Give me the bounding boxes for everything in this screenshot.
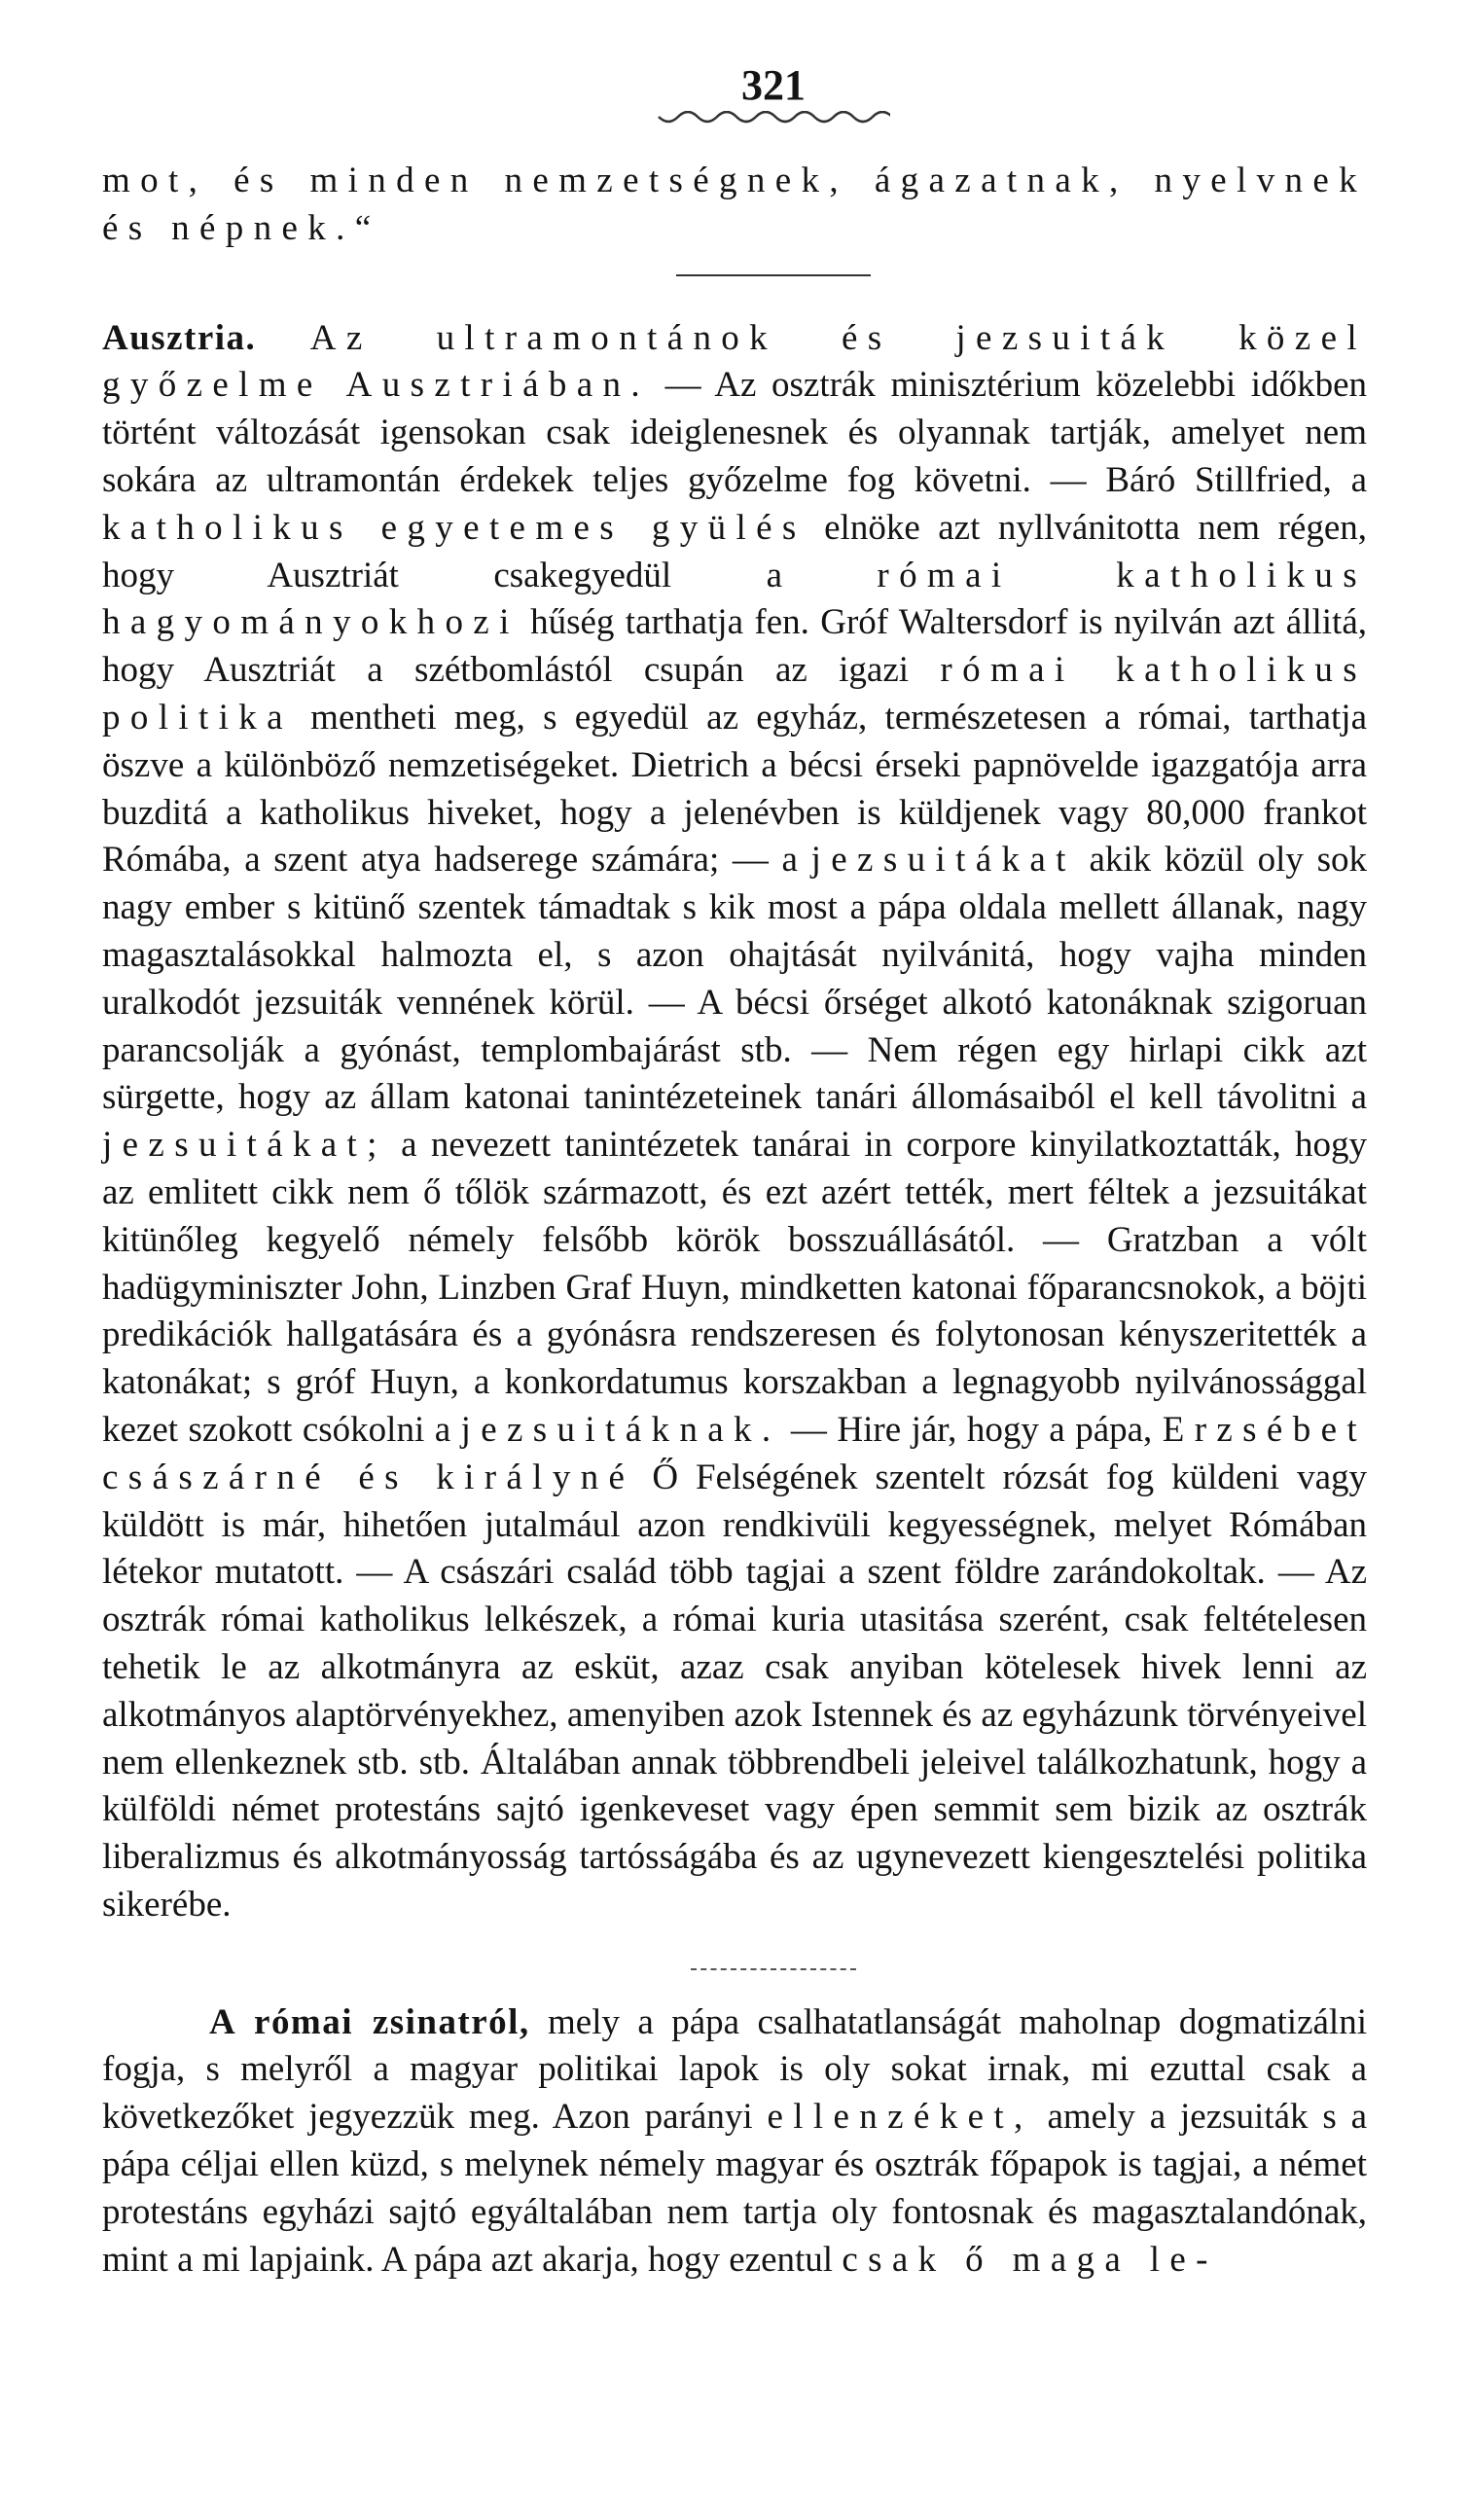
austria-text-7: — Hire jár, hogy a pápa,: [780, 1409, 1163, 1450]
zsinat-spaced-2: csak ő maga le-: [842, 2239, 1218, 2280]
austria-text-8: Ő Felségének szentelt rózsát fog küldeni vagy küldött is már, hihetően jutalmául azon rendkivüli kegyességnek, melyet Rómában létekor mutatott. — A császári család több tagjai a szent földre zarándokoltak. — Az osztrák római katholikus lelkészek, a római kuria utasitása szerént, csak feltételesen tehetik le az alkotmányra az esküt, azaz csak anyiban kötelesek hivek lenni az alkotmányos alaptörvényekhez, amenyiben azok Istennek és az egyházunk törvényeivel nem ellenkeznek stb. stb. Általában annak többrendbeli jeleivel találkozhatunk, hogy a külföldi német protestáns sajtó igenkeveset vagy épen semmit sem bizik az osztrák liberalizmus és alkotmányosság tartósságába és az ugynevezett kiengesztelési politika sikerébe.: [102, 1457, 1367, 1925]
austria-spaced-7: Erzsébet császárné és királyné: [102, 1409, 1367, 1497]
austria-text-2: elnöke azt nyllvánitotta nem régen, hogy Ausztriát csakegyedül a: [102, 507, 1367, 595]
zsinat-heading: A római zsinatról,: [209, 2001, 530, 2042]
austria-spaced-6: jezsuitáknak.: [460, 1409, 781, 1450]
austria-spaced-4: jezsuitákat: [810, 840, 1076, 881]
austria-paragraph: [102, 315, 1367, 1929]
zsinat-paragraph: [102, 1999, 1367, 2285]
page-number: 321: [741, 61, 806, 109]
section-divider: [676, 274, 871, 276]
zsinat-spaced-1: ellenzéket,: [767, 2097, 1033, 2138]
austria-text-3: hűség tarthatja fen. Gróf Waltersdorf is nyilván azt állitá, hogy Ausztriát a szétbomlástól csupán az igazi: [102, 602, 1367, 691]
austria-text-5: akik közül oly sok nagy ember s kitünő szentek támadtak s kik most a pápa oldala mellett állanak, nagy magasztalásokkal halmozta el, s azon ohajtását nyilvánitá, hogy vajha minden uralkodót jezsuiták vennének körül. — A bécsi őrséget alkotó katonáknak szigoruan parancsolják a gyónást, templombajárást stb. — Nem régen egy hirlapi cikk azt sürgette, hogy az állam katonai tanintézeteinek tanári állomásaiból el kell távolitni a: [102, 840, 1367, 1118]
austria-text-4: mentheti meg, s egyedül az egyház, természetesen a római, tarthatja öszve a különböző nemzetiségeket. Dietrich a bécsi érseki papnövelde igazgatója arra buzditá a katholikus hiveket, hogy a jelenévben is küldjenek vagy 80,000 frankot Rómába, a szent atya hadserege számára; — a: [102, 697, 1367, 881]
zsinat-text-2: amely a jezsuiták s a pápa céljai ellen küzd, s melynek némely magyar és osztrák főpapok is tagjai, a német protestáns egyházi sajtó egyáltalában nem tartja oly fontosnak és magasztalandónak, mint a mi lapjaink. A pápa azt akarja, hogy ezentul: [102, 2097, 1368, 2280]
austria-heading: Ausztria.: [102, 317, 257, 358]
austria-lead: Az ultramontánok és jezsuiták közel győzelme Ausztriában.: [102, 317, 1367, 406]
section-divider-dotted: [691, 1968, 856, 1970]
austria-spaced-5: jezsuitákat;: [102, 1125, 387, 1166]
austria-text-1: — Az osztrák minisztérium közelebbi időkben történt változását igensokan csak ideiglenesnek és olyannak tartják, amelyet nem sokára az ultramontán érdekek teljes győzelme fog követni. — Báró Stillfried, a: [102, 365, 1368, 500]
austria-spaced-3: római katholikus politika: [102, 650, 1367, 738]
wavy-ornament-icon: [657, 111, 890, 128]
document-page: [102, 60, 1367, 2284]
austria-text-6: a nevezett tanintézetek tanárai in corpore kinyilatkoztatták, hogy az emlitett cikk nem ő tőlök származott, és ezt azért tették, mert féltek a jezsuitákat kitünőleg kegyelő némely felsőbb körök bosszuállásától. — Gratzban a vólt hadügyminiszter John, Linzben Graf Huyn, mindketten katonai főparancsnokok, a böjti predikációk hallgatására és a gyónásra rendszeresen és folytonosan kényszeritették a katonákat; s gróf Huyn, a konkordatumus korszakban a legnagyobb nyilvánossággal kezet szokott csókolni a: [102, 1125, 1367, 1450]
austria-spaced-1: katholikus egyetemes gyülés: [102, 507, 807, 548]
zsinat-text-1: mely a pápa csalhatatlanságát maholnap dogmatizálni fogja, s melyről a magyar politikai lapok is oly sokat irnak, mi ezuttal csak a következőket jegyezzük meg. Azon parányi: [102, 2001, 1367, 2138]
austria-spaced-2: római katholikus hagyományokhozi: [102, 555, 1367, 643]
intro-paragraph: mot, és minden nemzetségnek, ágazatnak, nyelvnek és népnek.“: [102, 161, 1367, 248]
